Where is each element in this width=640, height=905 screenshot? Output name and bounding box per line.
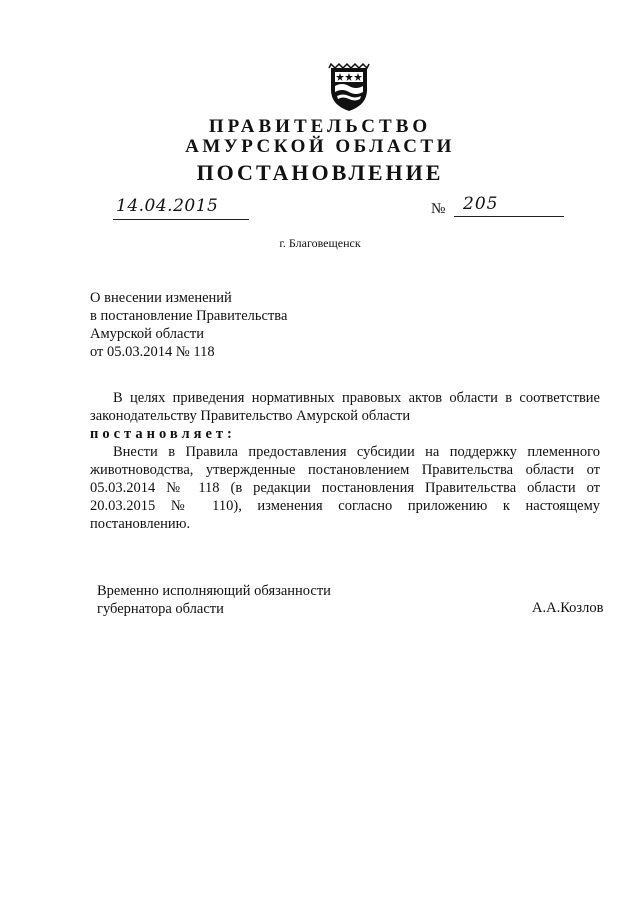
signatory-title-line: губернатора области <box>97 601 224 617</box>
clause-paragraph: Внести в Правила предоставления субсидии на поддержку племенного животноводства, утвержденные постановлением Правительства области от 05.03.2014 № 118 (в редакции постановления Правительства области от 20.03.2015 № 110), изменения согласно приложению к настоящему постановлению. <box>90 444 600 532</box>
handwritten-date: 14.04.2015 <box>116 196 219 216</box>
handwritten-number: 205 <box>463 194 499 214</box>
decree-word: постановляет: <box>90 426 236 442</box>
subject-line: от 05.03.2014 № 118 <box>90 344 215 360</box>
signatory-title-line: Временно исполняющий обязанности <box>97 583 331 599</box>
subject-line: О внесении изменений <box>90 290 232 306</box>
subject-line: Амурской области <box>90 326 204 342</box>
subject-block <box>90 289 287 361</box>
date-underline <box>113 219 249 220</box>
preamble-paragraph: В целях приведения нормативных правовых актов области в соответствие законодательству Правительство Амурской области <box>90 390 600 424</box>
signatory-title <box>97 582 331 618</box>
number-sign: № <box>431 201 446 217</box>
document-type-title: ПОСТАНОВЛЕНИЕ <box>196 160 444 185</box>
city-line: г. Благовещенск <box>279 236 361 250</box>
body-text <box>90 389 600 533</box>
government-heading: ПРАВИТЕЛЬСТВО <box>208 116 432 137</box>
subject-line: в постановление Правительства <box>90 308 288 324</box>
signatory-name: А.А.Козлов <box>532 600 604 616</box>
number-underline <box>454 216 564 217</box>
region-heading: АМУРСКОЙ ОБЛАСТИ <box>185 136 455 157</box>
coat-of-arms-icon <box>327 62 371 112</box>
